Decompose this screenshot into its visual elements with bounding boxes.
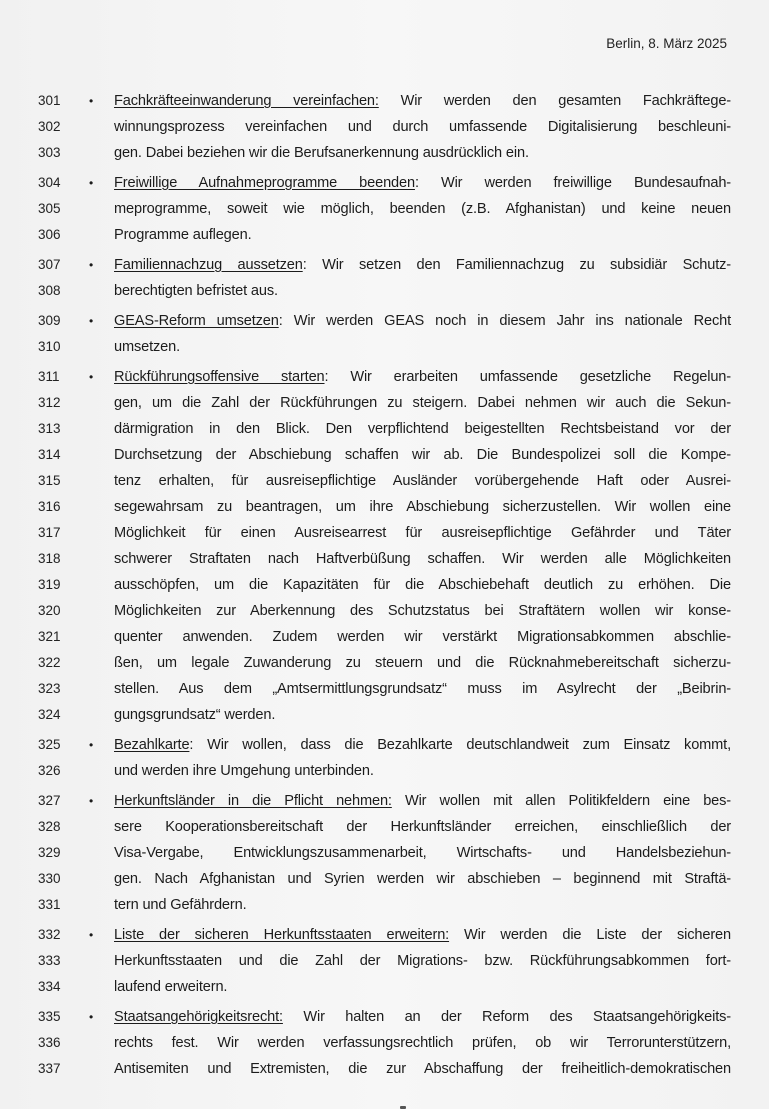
line-number: 302 [38, 119, 61, 134]
line-text: Rückführungsoffensive starten: Wir erarbeiten umfassende gesetzliche Regelun- [114, 369, 731, 385]
text-line [0, 948, 769, 974]
line-number: 333 [38, 953, 61, 968]
line-text: berechtigten befristet aus. [114, 283, 278, 299]
text-line [0, 974, 769, 1000]
line-number: 316 [38, 499, 61, 514]
line-text: gungsgrundsatz“ werden. [114, 707, 276, 723]
line-number: 312 [38, 395, 61, 410]
line-text: schwerer Straftaten nach Haftverbüßung schaffen. Wir werden alle Möglichkeiten [114, 551, 731, 567]
text-line [0, 892, 769, 918]
bullet-icon: • [89, 258, 94, 272]
text-line [0, 222, 769, 248]
line-number: 336 [38, 1035, 61, 1050]
line-number: 318 [38, 551, 61, 566]
text-line [0, 758, 769, 784]
line-text: ßen, um legale Zuwanderung zu steuern und die Rücknahmebereitschaft sicherzu- [114, 655, 731, 671]
line-number: 331 [38, 897, 61, 912]
line-text: Liste der sicheren Herkunftsstaaten erweitern: Wir werden die Liste der sicheren [114, 927, 731, 943]
text-line [0, 334, 769, 360]
line-number: 309 [38, 313, 61, 328]
line-number: 321 [38, 629, 61, 644]
line-text: Bezahlkarte: Wir wollen, dass die Bezahlkarte deutschlandweit zum Einsatz kommt, [114, 737, 731, 753]
bullet-icon: • [89, 794, 94, 808]
list-item [0, 252, 769, 304]
text-line [0, 114, 769, 140]
line-number: 328 [38, 819, 61, 834]
line-text: Staatsangehörigkeitsrecht: Wir halten an der Reform des Staatsangehörigkeits- [114, 1009, 731, 1025]
text-line [0, 252, 769, 278]
text-line [0, 196, 769, 222]
item-title: Liste der sicheren Herkunftsstaaten erweitern: [114, 927, 450, 943]
bullet-icon: • [89, 1010, 94, 1024]
text-line [0, 676, 769, 702]
line-number: 305 [38, 201, 61, 216]
line-number: 329 [38, 845, 61, 860]
line-number: 335 [38, 1009, 61, 1024]
bullet-icon: • [89, 928, 94, 942]
item-title: Rückführungsoffensive starten [114, 369, 325, 385]
bullet-icon: • [89, 94, 94, 108]
line-number: 308 [38, 283, 61, 298]
line-text: laufend erweitern. [114, 979, 228, 995]
line-number: 330 [38, 871, 61, 886]
line-number: 324 [38, 707, 61, 722]
line-text: umsetzen. [114, 339, 180, 355]
line-text: därmigration in den Blick. Den verpflichtend beigestellten Rechtsbeistand vor der [114, 421, 731, 437]
line-text: Herkunftsstaaten und die Zahl der Migrations- bzw. Rückführungsabkommen fort- [114, 953, 731, 969]
item-title: Fachkräfteeinwanderung vereinfachen: [114, 93, 379, 109]
line-number: 304 [38, 175, 61, 190]
line-text: Möglichkeit für einen Ausreisearrest für ausreisepflichtige Gefährder und Täter [114, 525, 731, 541]
line-text: GEAS-Reform umsetzen: Wir werden GEAS noch in diesem Jahr ins nationale Recht [114, 313, 731, 329]
header-date: Berlin, 8. März 2025 [606, 36, 727, 51]
line-text: ausschöpfen, um die Kapazitäten für die Abschiebehaft deutlich zu erhöhen. Die [114, 577, 731, 593]
list-item [0, 1004, 769, 1082]
line-text: Freiwillige Aufnahmeprogramme beenden: Wir werden freiwillige Bundesaufnah- [114, 175, 731, 191]
bullet-icon: • [89, 314, 94, 328]
line-number: 319 [38, 577, 61, 592]
item-title: Staatsangehörigkeitsrecht: [114, 1009, 283, 1025]
line-text: stellen. Aus dem „Amtsermittlungsgrundsatz“ muss im Asylrecht der „Beibrin- [114, 681, 731, 697]
line-text: Möglichkeiten zur Aberkennung des Schutzstatus bei Straftätern wollen wir konse- [114, 603, 731, 619]
line-number: 310 [38, 339, 61, 354]
text-line [0, 572, 769, 598]
item-title: Familiennachzug aussetzen [114, 257, 303, 273]
text-line [0, 1056, 769, 1082]
line-text: tern und Gefährdern. [114, 897, 247, 913]
line-number: 317 [38, 525, 61, 540]
line-number: 332 [38, 927, 61, 942]
text-line [0, 1004, 769, 1030]
line-number: 306 [38, 227, 61, 242]
text-line [0, 732, 769, 758]
line-text: sere Kooperationsbereitschaft der Herkunftsländer erreichen, einschließlich der [114, 819, 731, 835]
text-line [0, 494, 769, 520]
line-number: 334 [38, 979, 61, 994]
text-line [0, 308, 769, 334]
text-line [0, 88, 769, 114]
line-number: 315 [38, 473, 61, 488]
line-text: gen, um die Zahl der Rückführungen zu steigern. Dabei nehmen wir auch die Sekun- [114, 395, 731, 411]
line-number: 314 [38, 447, 61, 462]
line-text: Programme auflegen. [114, 227, 252, 243]
line-number: 303 [38, 145, 61, 160]
line-text: gen. Dabei beziehen wir die Berufsanerkennung ausdrücklich ein. [114, 145, 529, 161]
line-number: 326 [38, 763, 61, 778]
bullet-icon: • [89, 176, 94, 190]
line-number: 325 [38, 737, 61, 752]
text-line [0, 442, 769, 468]
line-text: meprogramme, soweit wie möglich, beenden (z.B. Afghanistan) und keine neuen [114, 201, 731, 217]
line-text: Durchsetzung der Abschiebung schaffen wir ab. Die Bundespolizei soll die Kompe- [114, 447, 731, 463]
text-line [0, 788, 769, 814]
line-number: 327 [38, 793, 61, 808]
line-number: 307 [38, 257, 61, 272]
list-item [0, 308, 769, 360]
text-line [0, 624, 769, 650]
item-title: Bezahlkarte [114, 737, 190, 753]
text-line [0, 922, 769, 948]
text-line [0, 546, 769, 572]
line-text: segewahrsam zu beantragen, um ihre Abschiebung sicherzustellen. Wir wollen eine [114, 499, 731, 515]
list-item [0, 732, 769, 784]
line-number: 313 [38, 421, 61, 436]
text-line [0, 702, 769, 728]
list-item [0, 170, 769, 248]
text-line [0, 520, 769, 546]
text-line [0, 650, 769, 676]
list-item [0, 922, 769, 1000]
text-line [0, 140, 769, 166]
line-number: 322 [38, 655, 61, 670]
line-number: 311 [38, 369, 60, 384]
numbered-text-body [0, 88, 769, 1086]
text-line [0, 598, 769, 624]
text-line [0, 468, 769, 494]
text-line [0, 390, 769, 416]
item-title: GEAS-Reform umsetzen [114, 313, 279, 329]
text-line [0, 866, 769, 892]
text-line [0, 1030, 769, 1056]
list-item [0, 88, 769, 166]
bullet-icon: • [89, 370, 94, 384]
line-text: Fachkräfteeinwanderung vereinfachen: Wir werden den gesamten Fachkräftege- [114, 93, 731, 109]
line-number: 320 [38, 603, 61, 618]
line-text: quenter anwenden. Zudem werden wir verstärkt Migrationsabkommen abschlie- [114, 629, 731, 645]
line-text: und werden ihre Umgehung unterbinden. [114, 763, 374, 779]
item-title: Herkunftsländer in die Pflicht nehmen: [114, 793, 392, 809]
bullet-icon: • [89, 738, 94, 752]
list-item [0, 788, 769, 918]
line-text: Antisemiten und Extremisten, die zur Abschaffung der freiheitlich-demokratischen [114, 1061, 731, 1077]
item-title: Freiwillige Aufnahmeprogramme beenden [114, 175, 415, 191]
line-text: rechts fest. Wir werden verfassungsrechtlich prüfen, ob wir Terrorunterstützern, [114, 1035, 731, 1051]
text-line [0, 840, 769, 866]
text-line [0, 814, 769, 840]
line-text: gen. Nach Afghanistan und Syrien werden wir abschieben – beginnend mit Straftä- [114, 871, 731, 887]
line-number: 337 [38, 1061, 61, 1076]
text-line [0, 416, 769, 442]
text-line [0, 170, 769, 196]
line-text: Herkunftsländer in die Pflicht nehmen: Wir wollen mit allen Politikfeldern eine bes- [114, 793, 731, 809]
line-text: Visa-Vergabe, Entwicklungszusammenarbeit, Wirtschafts- und Handelsbeziehun- [114, 845, 731, 861]
line-number: 301 [38, 93, 61, 108]
line-number: 323 [38, 681, 61, 696]
line-text: winnungsprozess vereinfachen und durch umfassende Digitalisierung beschleuni- [114, 119, 731, 135]
line-text: Familiennachzug aussetzen: Wir setzen den Familiennachzug zu subsidiär Schutz- [114, 257, 731, 273]
line-text: tenz erhalten, für ausreisepflichtige Ausländer vorübergehende Haft oder Ausrei- [114, 473, 731, 489]
text-line [0, 278, 769, 304]
text-line [0, 364, 769, 390]
list-item [0, 364, 769, 728]
